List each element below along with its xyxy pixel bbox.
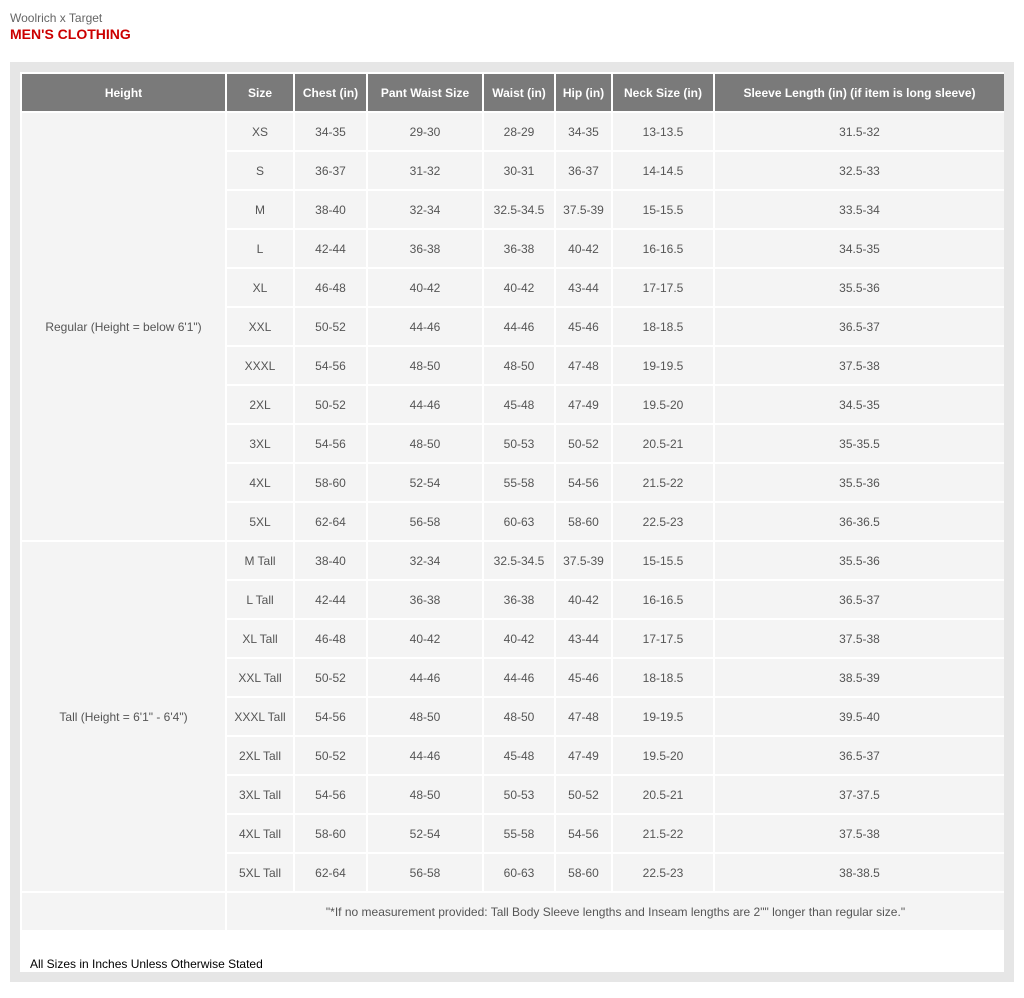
waist-cell: 36-38 (484, 581, 554, 618)
pant-waist-cell: 29-30 (368, 113, 482, 150)
pant-waist-cell: 40-42 (368, 269, 482, 306)
neck-cell: 19.5-20 (613, 737, 713, 774)
waist-cell: 45-48 (484, 386, 554, 423)
hip-cell: 54-56 (556, 815, 611, 852)
chest-cell: 50-52 (295, 659, 366, 696)
chest-cell: 62-64 (295, 854, 366, 891)
size-cell: M Tall (227, 542, 293, 579)
column-header: Chest (in) (295, 74, 366, 111)
waist-cell: 44-46 (484, 308, 554, 345)
neck-cell: 20.5-21 (613, 425, 713, 462)
neck-cell: 19.5-20 (613, 386, 713, 423)
hip-cell: 37.5-39 (556, 542, 611, 579)
sleeve-length-cell: 36.5-37 (715, 581, 1004, 618)
size-chart-panel (10, 62, 1014, 982)
footnote-row (22, 893, 1004, 930)
waist-cell: 55-58 (484, 815, 554, 852)
sleeve-length-cell: 36-36.5 (715, 503, 1004, 540)
hip-cell: 43-44 (556, 269, 611, 306)
hip-cell: 43-44 (556, 620, 611, 657)
pant-waist-cell: 52-54 (368, 815, 482, 852)
chest-cell: 38-40 (295, 191, 366, 228)
sleeve-length-cell: 34.5-35 (715, 386, 1004, 423)
sleeve-length-cell: 38-38.5 (715, 854, 1004, 891)
neck-cell: 22.5-23 (613, 503, 713, 540)
sleeve-length-cell: 39.5-40 (715, 698, 1004, 735)
sleeve-length-cell: 33.5-34 (715, 191, 1004, 228)
neck-cell: 15-15.5 (613, 191, 713, 228)
pant-waist-cell: 56-58 (368, 854, 482, 891)
neck-cell: 15-15.5 (613, 542, 713, 579)
units-note: All Sizes in Inches Unless Otherwise Stated (30, 957, 263, 971)
sleeve-footnote: "*If no measurement provided: Tall Body Sleeve lengths and Inseam lengths are 2"" longer than regular size." (227, 893, 1004, 930)
sleeve-length-cell: 31.5-32 (715, 113, 1004, 150)
chest-cell: 50-52 (295, 308, 366, 345)
waist-cell: 48-50 (484, 698, 554, 735)
column-header: Height (22, 74, 225, 111)
chest-cell: 54-56 (295, 698, 366, 735)
brand-title: Woolrich x Target (10, 11, 103, 25)
chest-cell: 36-37 (295, 152, 366, 189)
pant-waist-cell: 31-32 (368, 152, 482, 189)
column-header: Size (227, 74, 293, 111)
sleeve-length-cell: 36.5-37 (715, 308, 1004, 345)
sleeve-length-cell: 35.5-36 (715, 542, 1004, 579)
waist-cell: 60-63 (484, 854, 554, 891)
size-cell: XXL (227, 308, 293, 345)
pant-waist-cell: 44-46 (368, 659, 482, 696)
hip-cell: 47-48 (556, 698, 611, 735)
size-cell: XL Tall (227, 620, 293, 657)
size-chart-table (20, 72, 1006, 932)
neck-cell: 14-14.5 (613, 152, 713, 189)
hip-cell: 45-46 (556, 308, 611, 345)
chest-cell: 50-52 (295, 386, 366, 423)
pant-waist-cell: 48-50 (368, 776, 482, 813)
size-cell: 5XL (227, 503, 293, 540)
waist-cell: 48-50 (484, 347, 554, 384)
hip-cell: 54-56 (556, 464, 611, 501)
waist-cell: 45-48 (484, 737, 554, 774)
chest-cell: 54-56 (295, 776, 366, 813)
pant-waist-cell: 44-46 (368, 308, 482, 345)
hip-cell: 47-49 (556, 386, 611, 423)
table-row (22, 542, 1004, 579)
section-title: MEN'S CLOTHING (10, 26, 131, 42)
chest-cell: 38-40 (295, 542, 366, 579)
column-header: Waist (in) (484, 74, 554, 111)
footnote-spacer (22, 893, 225, 930)
pant-waist-cell: 32-34 (368, 542, 482, 579)
waist-cell: 40-42 (484, 269, 554, 306)
size-cell: XXL Tall (227, 659, 293, 696)
pant-waist-cell: 36-38 (368, 230, 482, 267)
size-cell: L Tall (227, 581, 293, 618)
waist-cell: 60-63 (484, 503, 554, 540)
chest-cell: 50-52 (295, 737, 366, 774)
hip-cell: 58-60 (556, 854, 611, 891)
waist-cell: 36-38 (484, 230, 554, 267)
neck-cell: 18-18.5 (613, 308, 713, 345)
size-cell: S (227, 152, 293, 189)
size-cell: XXXL Tall (227, 698, 293, 735)
size-cell: 2XL (227, 386, 293, 423)
chest-cell: 54-56 (295, 425, 366, 462)
size-cell: 5XL Tall (227, 854, 293, 891)
chest-cell: 62-64 (295, 503, 366, 540)
neck-cell: 17-17.5 (613, 269, 713, 306)
size-cell: L (227, 230, 293, 267)
hip-cell: 50-52 (556, 776, 611, 813)
table-header-row (22, 74, 1004, 111)
sleeve-length-cell: 37-37.5 (715, 776, 1004, 813)
neck-cell: 16-16.5 (613, 230, 713, 267)
chest-cell: 58-60 (295, 464, 366, 501)
sleeve-length-cell: 32.5-33 (715, 152, 1004, 189)
pant-waist-cell: 36-38 (368, 581, 482, 618)
neck-cell: 21.5-22 (613, 815, 713, 852)
column-header: Pant Waist Size (368, 74, 482, 111)
table-body (22, 113, 1004, 930)
table-row (22, 113, 1004, 150)
chest-cell: 34-35 (295, 113, 366, 150)
pant-waist-cell: 48-50 (368, 698, 482, 735)
chest-cell: 46-48 (295, 620, 366, 657)
pant-waist-cell: 40-42 (368, 620, 482, 657)
waist-cell: 44-46 (484, 659, 554, 696)
pant-waist-cell: 48-50 (368, 425, 482, 462)
neck-cell: 16-16.5 (613, 581, 713, 618)
neck-cell: 22.5-23 (613, 854, 713, 891)
hip-cell: 58-60 (556, 503, 611, 540)
size-chart-inner (20, 72, 1004, 972)
hip-cell: 36-37 (556, 152, 611, 189)
waist-cell: 30-31 (484, 152, 554, 189)
sleeve-length-cell: 35-35.5 (715, 425, 1004, 462)
size-cell: 4XL Tall (227, 815, 293, 852)
sleeve-length-cell: 34.5-35 (715, 230, 1004, 267)
pant-waist-cell: 48-50 (368, 347, 482, 384)
pant-waist-cell: 56-58 (368, 503, 482, 540)
waist-cell: 32.5-34.5 (484, 542, 554, 579)
waist-cell: 55-58 (484, 464, 554, 501)
size-cell: XS (227, 113, 293, 150)
sleeve-length-cell: 38.5-39 (715, 659, 1004, 696)
height-group-label: Regular (Height = below 6'1") (22, 113, 225, 540)
size-cell: XL (227, 269, 293, 306)
waist-cell: 28-29 (484, 113, 554, 150)
neck-cell: 20.5-21 (613, 776, 713, 813)
sleeve-length-cell: 37.5-38 (715, 347, 1004, 384)
waist-cell: 50-53 (484, 776, 554, 813)
sleeve-length-cell: 36.5-37 (715, 737, 1004, 774)
pant-waist-cell: 44-46 (368, 737, 482, 774)
sleeve-length-cell: 35.5-36 (715, 464, 1004, 501)
column-header: Neck Size (in) (613, 74, 713, 111)
sleeve-length-cell: 37.5-38 (715, 620, 1004, 657)
hip-cell: 47-49 (556, 737, 611, 774)
neck-cell: 21.5-22 (613, 464, 713, 501)
pant-waist-cell: 52-54 (368, 464, 482, 501)
column-header: Sleeve Length (in) (if item is long sleeve) (715, 74, 1004, 111)
pant-waist-cell: 32-34 (368, 191, 482, 228)
chest-cell: 58-60 (295, 815, 366, 852)
sleeve-length-cell: 37.5-38 (715, 815, 1004, 852)
hip-cell: 34-35 (556, 113, 611, 150)
size-cell: 3XL (227, 425, 293, 462)
sleeve-length-cell: 35.5-36 (715, 269, 1004, 306)
neck-cell: 19-19.5 (613, 698, 713, 735)
hip-cell: 37.5-39 (556, 191, 611, 228)
hip-cell: 50-52 (556, 425, 611, 462)
size-cell: M (227, 191, 293, 228)
size-cell: XXXL (227, 347, 293, 384)
pant-waist-cell: 44-46 (368, 386, 482, 423)
neck-cell: 19-19.5 (613, 347, 713, 384)
size-cell: 3XL Tall (227, 776, 293, 813)
hip-cell: 45-46 (556, 659, 611, 696)
neck-cell: 13-13.5 (613, 113, 713, 150)
hip-cell: 40-42 (556, 230, 611, 267)
chest-cell: 42-44 (295, 581, 366, 618)
neck-cell: 18-18.5 (613, 659, 713, 696)
hip-cell: 47-48 (556, 347, 611, 384)
size-cell: 2XL Tall (227, 737, 293, 774)
height-group-label: Tall (Height = 6'1" - 6'4") (22, 542, 225, 891)
waist-cell: 32.5-34.5 (484, 191, 554, 228)
neck-cell: 17-17.5 (613, 620, 713, 657)
waist-cell: 50-53 (484, 425, 554, 462)
size-cell: 4XL (227, 464, 293, 501)
chest-cell: 54-56 (295, 347, 366, 384)
hip-cell: 40-42 (556, 581, 611, 618)
waist-cell: 40-42 (484, 620, 554, 657)
chest-cell: 46-48 (295, 269, 366, 306)
chest-cell: 42-44 (295, 230, 366, 267)
column-header: Hip (in) (556, 74, 611, 111)
